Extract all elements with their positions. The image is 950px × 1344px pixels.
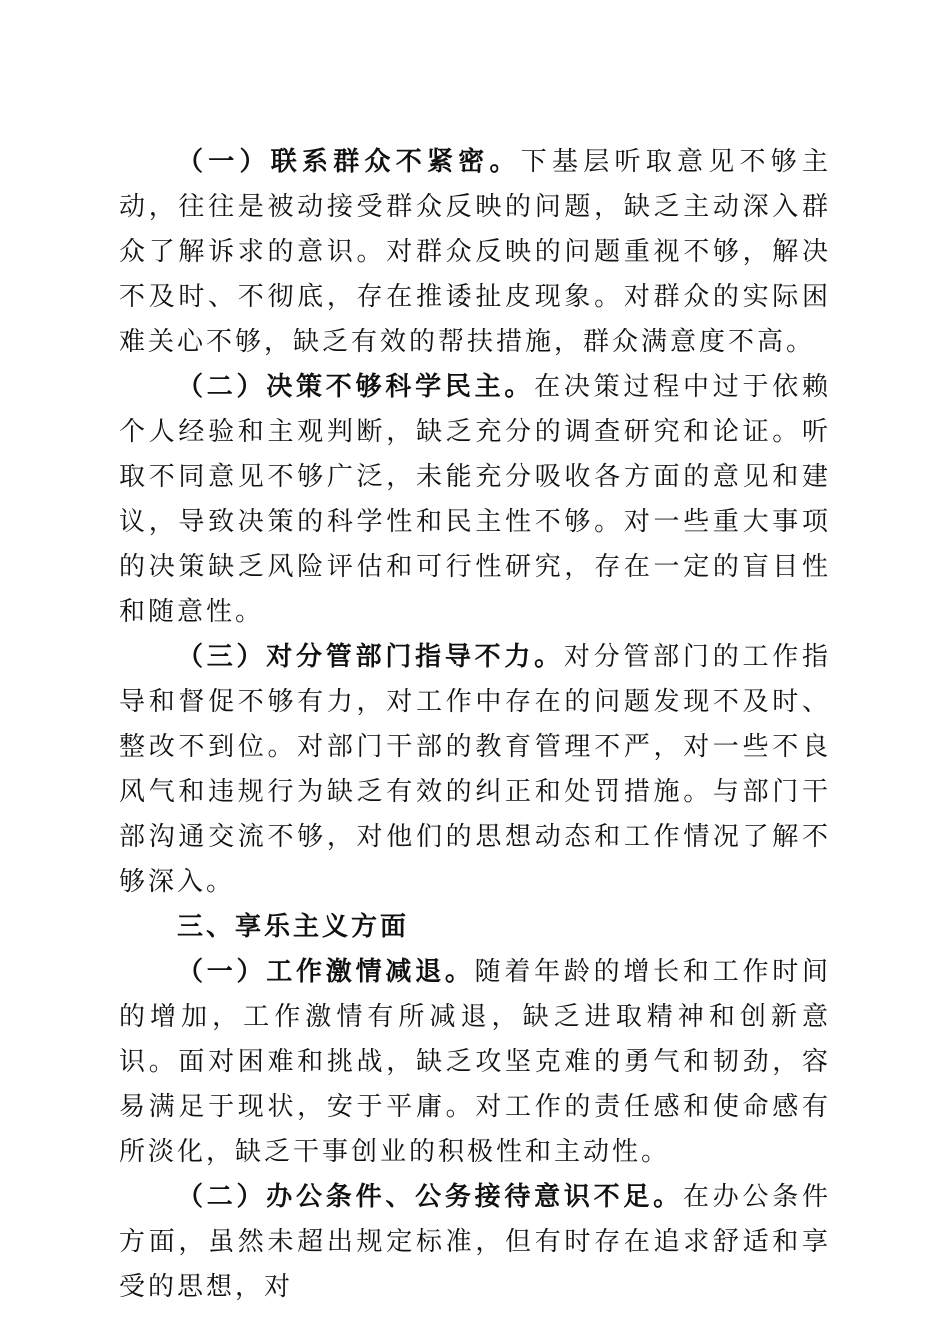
section-heading: 三、享乐主义方面 [177, 912, 410, 942]
paragraph-department-guidance [119, 635, 831, 905]
document-body [119, 140, 831, 1310]
paragraph-contact-masses [119, 140, 831, 365]
paragraph-lead: （一）工作激情减退。 [177, 957, 475, 987]
paragraph-text: 在决策过程中过于依赖个人经验和主观判断，缺乏充分的调查研究和论证。听取不同意见不够广泛，未能充分吸收各方面的意见和建议，导致决策的科学性和民主性不够。对一些重大事项的决策缺乏风险评估和可行性研究，存在一定的盲目性和随意性。 [119, 372, 831, 627]
paragraph-decision-making [119, 365, 831, 635]
paragraph-lead: （一）联系群众不紧密。 [177, 147, 521, 177]
paragraph-lead: （二）办公条件、公务接待意识不足。 [177, 1182, 683, 1212]
paragraph-text: 在办公条件方面，虽然未超出规定标准，但有时存在追求舒适和享受的思想，对 [119, 1182, 831, 1302]
paragraph-text: 随着年龄的增长和工作时间的增加，工作激情有所减退，缺乏进取精神和创新意识。面对困难和挑战，缺乏攻坚克难的勇气和韧劲，容易满足于现状，安于平庸。对工作的责任感和使命感有所淡化，缺乏干事创业的积极性和主动性。 [119, 957, 831, 1167]
paragraph-text: 对分管部门的工作指导和督促不够有力，对工作中存在的问题发现不及时、整改不到位。对部门干部的教育管理不严，对一些不良风气和违规行为缺乏有效的纠正和处罚措施。与部门干部沟通交流不够，对他们的思想动态和工作情况了解不够深入。 [119, 642, 831, 897]
paragraph-text: 下基层听取意见不够主动，往往是被动接受群众反映的问题，缺乏主动深入群众了解诉求的意识。对群众反映的问题重视不够，解决不及时、不彻底，存在推诿扯皮现象。对群众的实际困难关心不够，缺乏有效的帮扶措施，群众满意度不高。 [119, 147, 831, 357]
paragraph-lead: （三）对分管部门指导不力。 [177, 642, 564, 672]
paragraph-office-conditions [119, 1175, 831, 1310]
paragraph-work-passion [119, 950, 831, 1175]
paragraph-lead: （二）决策不够科学民主。 [177, 372, 535, 402]
